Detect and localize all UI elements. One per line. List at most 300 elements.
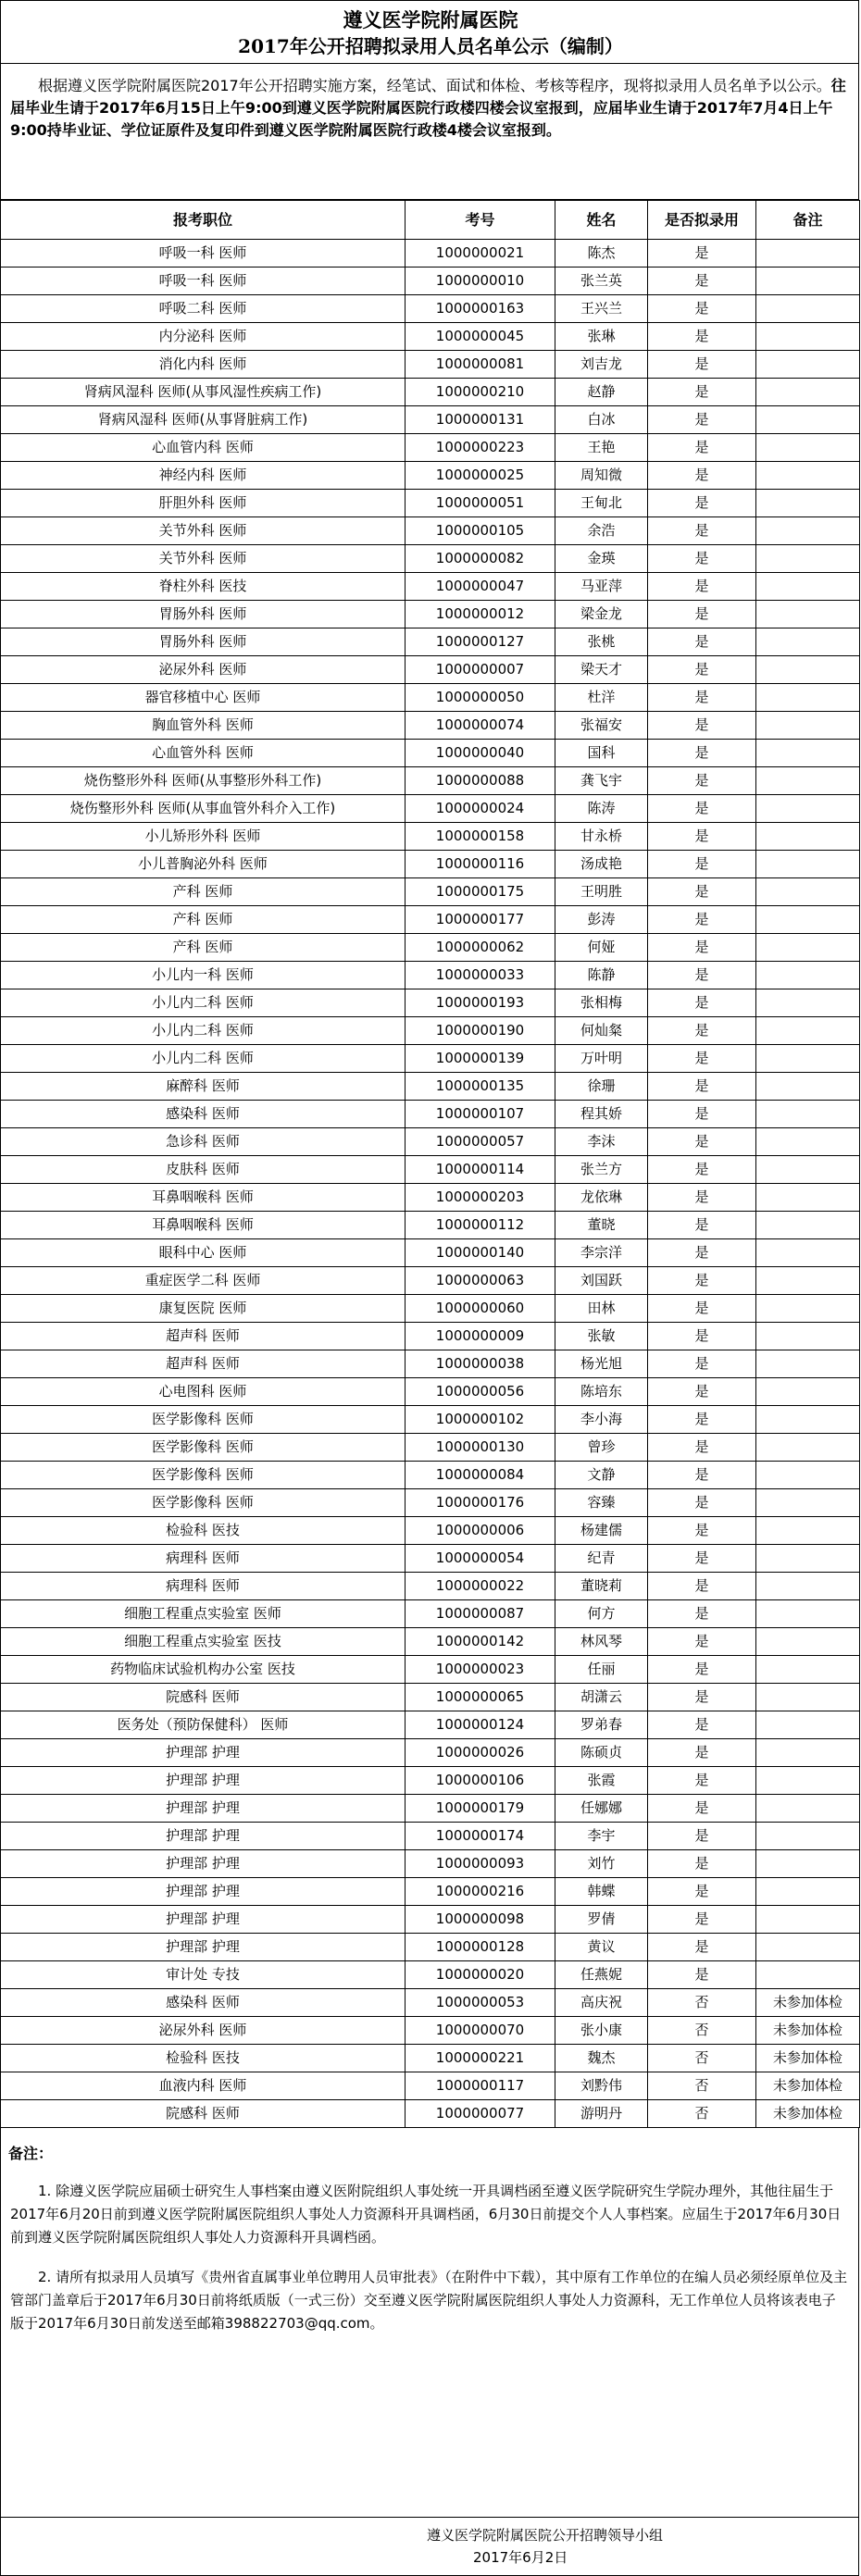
cell-position: 护理部 护理 — [1, 1934, 406, 1961]
cell-position: 医学影像科 医师 — [1, 1462, 406, 1489]
cell-hired: 是 — [648, 1017, 756, 1045]
cell-hired: 是 — [648, 934, 756, 962]
cell-name: 金瑛 — [555, 545, 648, 573]
table-header-row — [1, 201, 860, 240]
cell-remark — [756, 1573, 860, 1600]
table-row — [1, 851, 860, 878]
cell-hired: 是 — [648, 1934, 756, 1961]
cell-exam-number: 1000000203 — [406, 1184, 555, 1212]
cell-hired: 是 — [648, 1378, 756, 1406]
table-row — [1, 240, 860, 268]
cell-position: 病理科 医师 — [1, 1545, 406, 1573]
cell-remark — [756, 1101, 860, 1128]
cell-position: 护理部 护理 — [1, 1795, 406, 1823]
cell-exam-number: 1000000026 — [406, 1739, 555, 1767]
cell-exam-number: 1000000142 — [406, 1628, 555, 1656]
cell-exam-number: 1000000023 — [406, 1656, 555, 1684]
cell-exam-number: 1000000077 — [406, 2100, 555, 2128]
cell-exam-number: 1000000065 — [406, 1684, 555, 1711]
cell-name: 陈杰 — [555, 240, 648, 268]
cell-name: 陈静 — [555, 962, 648, 989]
cell-position: 感染科 医师 — [1, 1989, 406, 2017]
cell-position: 麻醉科 医师 — [1, 1073, 406, 1101]
cell-name: 张兰英 — [555, 268, 648, 295]
cell-remark — [756, 1406, 860, 1434]
cell-exam-number: 1000000127 — [406, 628, 555, 656]
table-row — [1, 795, 860, 823]
cell-exam-number: 1000000210 — [406, 379, 555, 406]
cell-position: 器官移植中心 医师 — [1, 684, 406, 712]
cell-hired: 是 — [648, 989, 756, 1017]
cell-name: 张福安 — [555, 712, 648, 740]
cell-remark: 未参加体检 — [756, 2017, 860, 2045]
table-row — [1, 656, 860, 684]
cell-remark — [756, 1156, 860, 1184]
cell-remark — [756, 795, 860, 823]
notes-section — [0, 2128, 859, 2517]
cell-hired: 是 — [648, 1517, 756, 1545]
cell-hired: 是 — [648, 712, 756, 740]
cell-name: 高庆祝 — [555, 1989, 648, 2017]
table-row — [1, 545, 860, 573]
table-row — [1, 2045, 860, 2072]
cell-position: 护理部 护理 — [1, 1823, 406, 1850]
cell-exam-number: 1000000128 — [406, 1934, 555, 1961]
cell-name: 张兰方 — [555, 1156, 648, 1184]
cell-name: 张相梅 — [555, 989, 648, 1017]
cell-position: 药物临床试验机构办公室 医技 — [1, 1656, 406, 1684]
table-row — [1, 1961, 860, 1989]
cell-exam-number: 1000000062 — [406, 934, 555, 962]
header-exam-number: 考号 — [406, 201, 555, 240]
cell-name: 王兴兰 — [555, 295, 648, 323]
cell-hired: 是 — [648, 1906, 756, 1934]
cell-remark — [756, 268, 860, 295]
cell-hired: 是 — [648, 906, 756, 934]
cell-name: 彭涛 — [555, 906, 648, 934]
title-block — [0, 0, 859, 63]
cell-name: 李小海 — [555, 1406, 648, 1434]
page-subtitle: 2017年公开招聘拟录用人员名单公示（编制） — [238, 35, 623, 57]
cell-hired: 是 — [648, 1239, 756, 1267]
table-row — [1, 1267, 860, 1295]
cell-hired: 是 — [648, 1128, 756, 1156]
cell-remark — [756, 601, 860, 628]
cell-position: 小儿矫形外科 医师 — [1, 823, 406, 851]
cell-hired: 否 — [648, 2017, 756, 2045]
cell-name: 陈涛 — [555, 795, 648, 823]
table-row — [1, 1434, 860, 1462]
cell-exam-number: 1000000012 — [406, 601, 555, 628]
cell-exam-number: 1000000084 — [406, 1462, 555, 1489]
cell-exam-number: 1000000060 — [406, 1295, 555, 1323]
table-row — [1, 1545, 860, 1573]
table-row — [1, 989, 860, 1017]
table-row — [1, 1573, 860, 1600]
cell-exam-number: 1000000221 — [406, 2045, 555, 2072]
cell-exam-number: 1000000107 — [406, 1101, 555, 1128]
cell-exam-number: 1000000140 — [406, 1239, 555, 1267]
cell-position: 肝胆外科 医师 — [1, 490, 406, 517]
cell-remark — [756, 1184, 860, 1212]
cell-position: 护理部 护理 — [1, 1878, 406, 1906]
cell-name: 马亚萍 — [555, 573, 648, 601]
cell-exam-number: 1000000050 — [406, 684, 555, 712]
cell-remark: 未参加体检 — [756, 2045, 860, 2072]
cell-exam-number: 1000000020 — [406, 1961, 555, 1989]
table-row — [1, 2072, 860, 2100]
cell-hired: 是 — [648, 545, 756, 573]
table-row — [1, 1684, 860, 1711]
cell-exam-number: 1000000040 — [406, 740, 555, 767]
cell-position: 呼吸一科 医师 — [1, 268, 406, 295]
cell-name: 任丽 — [555, 1656, 648, 1684]
cell-exam-number: 1000000112 — [406, 1212, 555, 1239]
cell-remark — [756, 1378, 860, 1406]
cell-exam-number: 1000000116 — [406, 851, 555, 878]
table-row — [1, 1045, 860, 1073]
table-row — [1, 1795, 860, 1823]
cell-name: 张霞 — [555, 1767, 648, 1795]
cell-hired: 是 — [648, 517, 756, 545]
cell-remark — [756, 1212, 860, 1239]
table-row — [1, 434, 860, 462]
cell-hired: 是 — [648, 1684, 756, 1711]
cell-name: 文静 — [555, 1462, 648, 1489]
cell-position: 烧伤整形外科 医师(从事血管外科介入工作) — [1, 795, 406, 823]
cell-name: 陈硕贞 — [555, 1739, 648, 1767]
cell-position: 烧伤整形外科 医师(从事整形外科工作) — [1, 767, 406, 795]
cell-position: 医学影像科 医师 — [1, 1434, 406, 1462]
table-row — [1, 517, 860, 545]
table-row — [1, 1462, 860, 1489]
table-row — [1, 379, 860, 406]
cell-hired: 是 — [648, 601, 756, 628]
cell-position: 康复医院 医师 — [1, 1295, 406, 1323]
cell-position: 医学影像科 医师 — [1, 1489, 406, 1517]
cell-exam-number: 1000000024 — [406, 795, 555, 823]
table-row — [1, 1101, 860, 1128]
table-row — [1, 1128, 860, 1156]
cell-position: 小儿内一科 医师 — [1, 962, 406, 989]
cell-exam-number: 1000000139 — [406, 1045, 555, 1073]
cell-name: 龙依琳 — [555, 1184, 648, 1212]
cell-remark — [756, 1767, 860, 1795]
cell-exam-number: 1000000045 — [406, 323, 555, 351]
cell-name: 韩蝶 — [555, 1878, 648, 1906]
cell-position: 超声科 医师 — [1, 1323, 406, 1350]
cell-position: 心血管外科 医师 — [1, 740, 406, 767]
cell-name: 王明胜 — [555, 878, 648, 906]
intro-paragraph — [0, 63, 859, 200]
intro-text: 根据遵义医学院附属医院2017年公开招聘实施方案，经笔试、面试和体检、考核等程序，现将拟录用人员名单予以公示。 — [38, 77, 831, 94]
cell-hired: 是 — [648, 823, 756, 851]
cell-exam-number: 1000000175 — [406, 878, 555, 906]
cell-position: 急诊科 医师 — [1, 1128, 406, 1156]
cell-exam-number: 1000000054 — [406, 1545, 555, 1573]
cell-exam-number: 1000000070 — [406, 2017, 555, 2045]
cell-remark — [756, 1795, 860, 1823]
cell-hired: 是 — [648, 1101, 756, 1128]
cell-remark — [756, 1545, 860, 1573]
cell-hired: 是 — [648, 1462, 756, 1489]
cell-exam-number: 1000000038 — [406, 1350, 555, 1378]
cell-position: 胃肠外科 医师 — [1, 628, 406, 656]
cell-name: 董晓莉 — [555, 1573, 648, 1600]
cell-exam-number: 1000000105 — [406, 517, 555, 545]
cell-hired: 是 — [648, 656, 756, 684]
cell-remark — [756, 517, 860, 545]
cell-name: 何灿粲 — [555, 1017, 648, 1045]
cell-name: 赵静 — [555, 379, 648, 406]
cell-exam-number: 1000000087 — [406, 1600, 555, 1628]
cell-hired: 是 — [648, 1767, 756, 1795]
cell-exam-number: 1000000117 — [406, 2072, 555, 2100]
cell-exam-number: 1000000007 — [406, 656, 555, 684]
cell-name: 张小康 — [555, 2017, 648, 2045]
cell-exam-number: 1000000025 — [406, 462, 555, 490]
cell-name: 容臻 — [555, 1489, 648, 1517]
cell-position: 院感科 医师 — [1, 2100, 406, 2128]
cell-remark — [756, 1934, 860, 1961]
cell-name: 罗倩 — [555, 1906, 648, 1934]
table-row — [1, 2100, 860, 2128]
table-row — [1, 1212, 860, 1239]
cell-position: 细胞工程重点实验室 医师 — [1, 1600, 406, 1628]
cell-name: 刘竹 — [555, 1850, 648, 1878]
cell-hired: 是 — [648, 1739, 756, 1767]
table-row — [1, 323, 860, 351]
cell-name: 刘吉龙 — [555, 351, 648, 379]
cell-name: 梁金龙 — [555, 601, 648, 628]
cell-hired: 是 — [648, 1573, 756, 1600]
cell-remark — [756, 1961, 860, 1989]
cell-name: 张桃 — [555, 628, 648, 656]
cell-remark — [756, 906, 860, 934]
table-row — [1, 601, 860, 628]
table-row — [1, 1656, 860, 1684]
table-row — [1, 295, 860, 323]
table-row — [1, 1850, 860, 1878]
cell-remark — [756, 490, 860, 517]
cell-exam-number: 1000000082 — [406, 545, 555, 573]
table-row — [1, 712, 860, 740]
cell-hired: 否 — [648, 2072, 756, 2100]
cell-position: 耳鼻咽喉科 医师 — [1, 1184, 406, 1212]
cell-exam-number: 1000000193 — [406, 989, 555, 1017]
table-row — [1, 1989, 860, 2017]
cell-hired: 是 — [648, 1795, 756, 1823]
cell-exam-number: 1000000177 — [406, 906, 555, 934]
header-position: 报考职位 — [1, 201, 406, 240]
note-1: 1. 除遵义医学院应届硕士研究生人事档案由遵义医附院组织人事处统一开具调档函至遵义医学院研究生学院办理外，其他往届生于2017年6月20日前到遵义医学院附属医院组织人事处人力资源科开具调档函，6月30日前提交个人人事档案。应届生于2017年6月30日前到遵义医学院附属医院组织人事处人力资源科开具调档函。 — [10, 2183, 842, 2246]
cell-exam-number: 1000000081 — [406, 351, 555, 379]
cell-position: 消化内科 医师 — [1, 351, 406, 379]
cell-hired: 是 — [648, 1295, 756, 1323]
cell-position: 眼科中心 医师 — [1, 1239, 406, 1267]
cell-position: 细胞工程重点实验室 医技 — [1, 1628, 406, 1656]
cell-remark — [756, 1517, 860, 1545]
table-row — [1, 1350, 860, 1378]
cell-exam-number: 1000000114 — [406, 1156, 555, 1184]
cell-exam-number: 1000000093 — [406, 1850, 555, 1878]
cell-remark — [756, 240, 860, 268]
cell-name: 汤成艳 — [555, 851, 648, 878]
cell-name: 杜洋 — [555, 684, 648, 712]
cell-exam-number: 1000000158 — [406, 823, 555, 851]
cell-remark — [756, 1350, 860, 1378]
cell-name: 周知微 — [555, 462, 648, 490]
cell-position: 皮肤科 医师 — [1, 1156, 406, 1184]
table-row — [1, 628, 860, 656]
cell-exam-number: 1000000179 — [406, 1795, 555, 1823]
cell-remark — [756, 1073, 860, 1101]
cell-hired: 是 — [648, 878, 756, 906]
cell-name: 陈培东 — [555, 1378, 648, 1406]
cell-hired: 是 — [648, 268, 756, 295]
cell-hired: 否 — [648, 1989, 756, 2017]
cell-exam-number: 1000000010 — [406, 268, 555, 295]
cell-position: 感染科 医师 — [1, 1101, 406, 1128]
cell-remark — [756, 989, 860, 1017]
cell-hired: 是 — [648, 851, 756, 878]
cell-remark — [756, 934, 860, 962]
cell-name: 魏杰 — [555, 2045, 648, 2072]
cell-exam-number: 1000000009 — [406, 1323, 555, 1350]
table-row — [1, 1600, 860, 1628]
notes-title: 备注： — [8, 2145, 54, 2162]
cell-remark — [756, 462, 860, 490]
table-row — [1, 1323, 860, 1350]
cell-name: 何方 — [555, 1600, 648, 1628]
cell-remark — [756, 851, 860, 878]
page-title: 遵义医学院附属医院 — [343, 8, 518, 31]
cell-position: 护理部 护理 — [1, 1767, 406, 1795]
signature-block — [0, 2517, 859, 2576]
cell-exam-number: 1000000033 — [406, 962, 555, 989]
cell-hired: 是 — [648, 1850, 756, 1878]
cell-remark — [756, 1267, 860, 1295]
cell-remark: 未参加体检 — [756, 1989, 860, 2017]
cell-position: 神经内科 医师 — [1, 462, 406, 490]
cell-hired: 是 — [648, 1406, 756, 1434]
cell-remark — [756, 434, 860, 462]
cell-remark — [756, 823, 860, 851]
cell-remark — [756, 295, 860, 323]
cell-name: 国科 — [555, 740, 648, 767]
cell-remark — [756, 1017, 860, 1045]
cell-remark — [756, 1239, 860, 1267]
table-row — [1, 1073, 860, 1101]
cell-name: 徐珊 — [555, 1073, 648, 1101]
table-row — [1, 462, 860, 490]
cell-hired: 是 — [648, 962, 756, 989]
table-row — [1, 490, 860, 517]
table-row — [1, 906, 860, 934]
cell-remark — [756, 1684, 860, 1711]
cell-name: 李宗洋 — [555, 1239, 648, 1267]
cell-position: 泌尿外科 医师 — [1, 2017, 406, 2045]
signature-org: 遵义医学院附属医院公开招聘领导小组 — [427, 2527, 664, 2544]
cell-remark — [756, 323, 860, 351]
cell-position: 血液内科 医师 — [1, 2072, 406, 2100]
cell-exam-number: 1000000130 — [406, 1434, 555, 1462]
cell-remark — [756, 1878, 860, 1906]
cell-exam-number: 1000000021 — [406, 240, 555, 268]
cell-position: 脊柱外科 医技 — [1, 573, 406, 601]
cell-remark — [756, 351, 860, 379]
cell-remark — [756, 1656, 860, 1684]
cell-name: 胡潇云 — [555, 1684, 648, 1711]
cell-position: 心血管内科 医师 — [1, 434, 406, 462]
cell-hired: 是 — [648, 684, 756, 712]
cell-exam-number: 1000000102 — [406, 1406, 555, 1434]
cell-exam-number: 1000000124 — [406, 1711, 555, 1739]
cell-hired: 是 — [648, 1711, 756, 1739]
cell-hired: 否 — [648, 2100, 756, 2128]
cell-name: 白冰 — [555, 406, 648, 434]
table-row — [1, 1878, 860, 1906]
cell-name: 杨光旭 — [555, 1350, 648, 1378]
cell-position: 胸血管外科 医师 — [1, 712, 406, 740]
cell-remark — [756, 1045, 860, 1073]
cell-hired: 是 — [648, 295, 756, 323]
cell-hired: 是 — [648, 1545, 756, 1573]
cell-position: 医务处（预防保健科） 医师 — [1, 1711, 406, 1739]
cell-hired: 是 — [648, 1045, 756, 1073]
cell-hired: 是 — [648, 1434, 756, 1462]
cell-hired: 是 — [648, 323, 756, 351]
cell-remark — [756, 1295, 860, 1323]
cell-exam-number: 1000000053 — [406, 1989, 555, 2017]
cell-hired: 是 — [648, 240, 756, 268]
cell-remark — [756, 878, 860, 906]
table-row — [1, 962, 860, 989]
cell-hired: 是 — [648, 1961, 756, 1989]
table-row — [1, 767, 860, 795]
table-row — [1, 878, 860, 906]
cell-position: 护理部 护理 — [1, 1850, 406, 1878]
cell-name: 田林 — [555, 1295, 648, 1323]
table-row — [1, 2017, 860, 2045]
candidate-table — [0, 200, 860, 2128]
cell-remark — [756, 545, 860, 573]
table-row — [1, 1017, 860, 1045]
cell-hired: 是 — [648, 351, 756, 379]
cell-remark — [756, 1628, 860, 1656]
cell-name: 罗弟春 — [555, 1711, 648, 1739]
cell-hired: 是 — [648, 490, 756, 517]
cell-name: 游明丹 — [555, 2100, 648, 2128]
table-row — [1, 1934, 860, 1961]
cell-position: 超声科 医师 — [1, 1350, 406, 1378]
cell-exam-number: 1000000223 — [406, 434, 555, 462]
table-row — [1, 406, 860, 434]
cell-remark — [756, 712, 860, 740]
cell-position: 内分泌科 医师 — [1, 323, 406, 351]
cell-remark: 未参加体检 — [756, 2072, 860, 2100]
cell-hired: 是 — [648, 406, 756, 434]
cell-position: 呼吸二科 医师 — [1, 295, 406, 323]
cell-hired: 是 — [648, 434, 756, 462]
table-row — [1, 740, 860, 767]
cell-exam-number: 1000000057 — [406, 1128, 555, 1156]
cell-name: 万叶明 — [555, 1045, 648, 1073]
cell-name: 梁天才 — [555, 656, 648, 684]
cell-remark — [756, 379, 860, 406]
cell-name: 杨建儒 — [555, 1517, 648, 1545]
table-row — [1, 1711, 860, 1739]
